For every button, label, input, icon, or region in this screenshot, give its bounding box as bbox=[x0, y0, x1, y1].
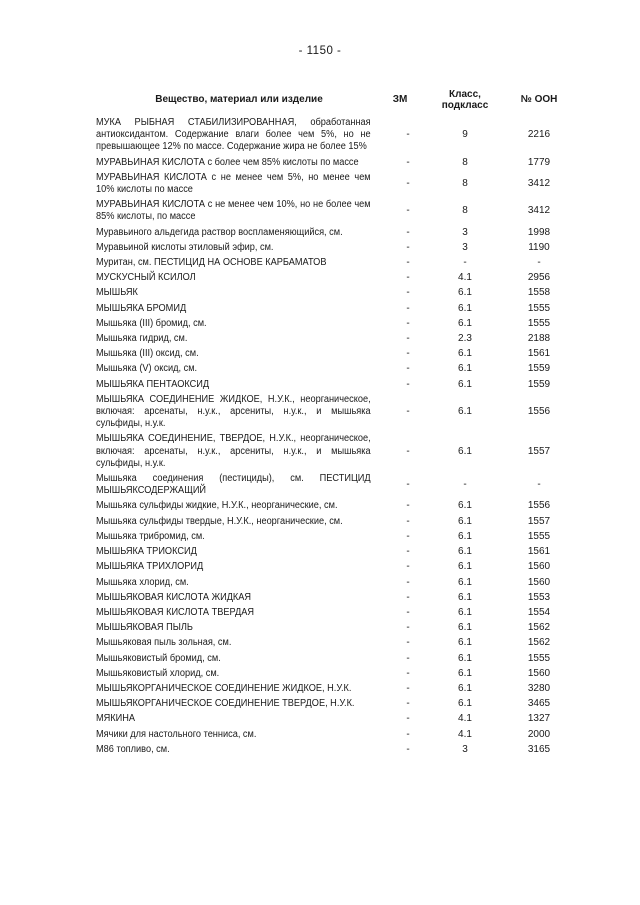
table-row bbox=[93, 378, 573, 393]
zm-value: - bbox=[406, 622, 410, 634]
zm-value: - bbox=[406, 177, 410, 189]
zm-value: - bbox=[406, 363, 410, 375]
substance-name bbox=[93, 378, 375, 393]
zm-value: - bbox=[406, 728, 410, 740]
zm-value: - bbox=[406, 713, 410, 725]
class-value: 6.1 bbox=[458, 445, 472, 457]
class-value: 6.1 bbox=[458, 500, 472, 512]
table-row bbox=[93, 171, 573, 198]
un-number: 1779 bbox=[527, 156, 551, 168]
substance-name-text: МЯКИНА bbox=[96, 713, 136, 725]
table-row bbox=[93, 116, 573, 156]
un-number: 1555 bbox=[527, 652, 551, 664]
substance-name-text: МЫШЬЯК bbox=[96, 287, 138, 299]
class-value: 4.1 bbox=[458, 713, 472, 725]
un-number: 1553 bbox=[527, 591, 551, 603]
table-row bbox=[93, 286, 573, 301]
class-value: 3 bbox=[462, 743, 468, 755]
zm-value: - bbox=[406, 561, 410, 573]
substance-name-text: МЫШЬЯКОРГАНИЧЕСКОЕ СОЕДИНЕНИЕ ЖИДКОЕ, Н.У.К. bbox=[96, 682, 352, 694]
table-header-row bbox=[93, 83, 573, 116]
substance-name bbox=[93, 606, 375, 621]
zm-value: - bbox=[406, 129, 410, 141]
table-row bbox=[93, 652, 573, 667]
class-value: 3 bbox=[462, 241, 468, 253]
substance-name-text: Мышьяка (III) оксид, см. bbox=[96, 348, 199, 360]
substance-name-text: Муритан, см. ПЕСТИЦИД НА ОСНОВЕ КАРБАМАТОВ bbox=[96, 257, 327, 269]
un-number: 1557 bbox=[527, 515, 551, 527]
zm-value: - bbox=[406, 241, 410, 253]
zm-value: - bbox=[406, 272, 410, 284]
table-row bbox=[93, 667, 573, 682]
substance-name bbox=[93, 545, 375, 560]
substance-name-text: Мышьяка трибромид, см. bbox=[96, 530, 205, 542]
substance-name bbox=[93, 472, 375, 499]
substance-name bbox=[93, 362, 375, 377]
zm-value: - bbox=[406, 637, 410, 649]
table-row bbox=[93, 606, 573, 621]
un-number: 3465 bbox=[527, 698, 551, 710]
substance-name bbox=[93, 256, 375, 271]
substance-name-text: МЫШЬЯКА СОЕДИНЕНИЕ ЖИДКОЕ, Н.У.К., неорганическое, включая: арсенаты, н.у.к., арсениты, н.у.к., и мышьяка сульфиды, н.у.к. bbox=[96, 393, 371, 430]
un-number: 2188 bbox=[527, 333, 551, 345]
table-row bbox=[93, 347, 573, 362]
un-number: 1562 bbox=[527, 637, 551, 649]
un-number: 3412 bbox=[527, 205, 551, 217]
zm-value: - bbox=[406, 287, 410, 299]
class-value: 2.3 bbox=[458, 333, 472, 345]
class-value: 6.1 bbox=[458, 698, 472, 710]
substance-name-text: Мячики для настольного тенниса, см. bbox=[96, 728, 257, 740]
zm-value: - bbox=[406, 156, 410, 168]
substance-name bbox=[93, 171, 375, 198]
table-row bbox=[93, 226, 573, 241]
substance-name-text: Мышьяка сульфиды жидкие, Н.У.К., неорганические, см. bbox=[96, 500, 338, 512]
zm-value: - bbox=[406, 652, 410, 664]
un-number: 3165 bbox=[527, 743, 551, 755]
substance-name bbox=[93, 591, 375, 606]
table-row bbox=[93, 515, 573, 530]
un-number: 1561 bbox=[527, 348, 551, 360]
zm-value: - bbox=[406, 682, 410, 694]
table-row bbox=[93, 530, 573, 545]
substance-name-text: Мышьяка (III) бромид, см. bbox=[96, 317, 207, 329]
zm-value: - bbox=[406, 530, 410, 542]
zm-value: - bbox=[406, 226, 410, 238]
un-number: 2956 bbox=[527, 272, 551, 284]
un-number: 1327 bbox=[527, 713, 551, 725]
substance-name bbox=[93, 636, 375, 651]
substance-name bbox=[93, 667, 375, 682]
table-row bbox=[93, 472, 573, 499]
table-row bbox=[93, 393, 573, 433]
substance-name-text: Мышьяка хлорид, см. bbox=[96, 576, 189, 588]
substance-name bbox=[93, 302, 375, 317]
class-value: 6.1 bbox=[458, 637, 472, 649]
zm-value: - bbox=[406, 500, 410, 512]
un-number: 1190 bbox=[528, 241, 550, 253]
un-number: 3280 bbox=[527, 682, 551, 694]
substance-name bbox=[93, 515, 375, 530]
zm-value: - bbox=[406, 576, 410, 588]
table-row bbox=[93, 302, 573, 317]
class-value: 6.1 bbox=[458, 622, 472, 634]
substance-name bbox=[93, 652, 375, 667]
class-value: 3 bbox=[462, 226, 468, 238]
class-value: 6.1 bbox=[458, 561, 472, 573]
substance-name bbox=[93, 393, 375, 433]
table-row bbox=[93, 576, 573, 591]
class-value: 6.1 bbox=[458, 606, 472, 618]
substance-name-text: МУКА РЫБНАЯ СТАБИЛИЗИРОВАННАЯ, обработанная антиоксидантом. Содержание влаги более чем 5%, но не превышающее 12% по массе. Содержание жира не более 15% bbox=[96, 117, 371, 153]
substance-name-text: Мышьяка гидрид, см. bbox=[96, 333, 188, 345]
substance-name-text: Мышьяковистый бромид, см. bbox=[96, 652, 221, 664]
substance-name bbox=[93, 743, 375, 758]
table-row bbox=[93, 560, 573, 575]
zm-value: - bbox=[406, 515, 410, 527]
substance-name-text: Муравьиной кислоты этиловый эфир, см. bbox=[96, 241, 274, 253]
un-number: 1556 bbox=[527, 406, 551, 418]
substance-name-text: М86 топливо, см. bbox=[96, 743, 170, 755]
substance-name-text: Мышьяковистый хлорид, см. bbox=[96, 667, 220, 679]
table-row bbox=[93, 241, 573, 256]
substance-name bbox=[93, 682, 375, 697]
class-value: 8 bbox=[462, 177, 468, 189]
substance-name bbox=[93, 712, 375, 727]
un-number: 1560 bbox=[527, 667, 551, 679]
un-number: 1561 bbox=[527, 546, 551, 558]
substance-name bbox=[93, 332, 375, 347]
un-number: 1555 bbox=[527, 302, 551, 314]
class-value: 8 bbox=[462, 156, 468, 168]
un-number: 1560 bbox=[527, 561, 551, 573]
header-class: Класс, подкласс bbox=[441, 88, 489, 111]
substance-name bbox=[93, 347, 375, 362]
un-number: 1557 bbox=[527, 445, 551, 457]
substance-name bbox=[93, 317, 375, 332]
page-number: - 1150 - bbox=[298, 45, 342, 57]
un-number: 2216 bbox=[527, 129, 551, 141]
zm-value: - bbox=[406, 743, 410, 755]
substance-name-text: МЫШЬЯКА ТРИОКСИД bbox=[96, 546, 197, 558]
substance-name bbox=[93, 728, 375, 743]
zm-value: - bbox=[406, 698, 410, 710]
un-number: - bbox=[537, 257, 541, 269]
un-number: 2000 bbox=[527, 728, 551, 740]
zm-value: - bbox=[406, 205, 410, 217]
table-row bbox=[93, 682, 573, 697]
substance-name bbox=[93, 198, 375, 225]
table-row bbox=[93, 198, 573, 225]
table-row bbox=[93, 636, 573, 651]
un-number: - bbox=[537, 479, 541, 491]
table-row bbox=[93, 362, 573, 377]
table-row bbox=[93, 591, 573, 606]
class-value: 6.1 bbox=[458, 515, 472, 527]
zm-value: - bbox=[406, 406, 410, 418]
substance-name-text: МЫШЬЯКА СОЕДИНЕНИЕ, ТВЕРДОЕ, Н.У.К., неорганическое, включая: арсенаты, н.у.к., арсениты, н.у.к., и мышьяка сульфиды, н.у.к. bbox=[96, 433, 371, 469]
un-number: 1562 bbox=[527, 622, 551, 634]
substance-name bbox=[93, 286, 375, 301]
un-number: 1555 bbox=[527, 530, 551, 542]
zm-value: - bbox=[406, 606, 410, 618]
class-value: 4.1 bbox=[458, 272, 472, 284]
class-value: 6.1 bbox=[458, 591, 472, 603]
substance-name-text: МЫШЬЯКА ПЕНТАОКСИД bbox=[96, 378, 210, 390]
table-row bbox=[93, 728, 573, 743]
zm-value: - bbox=[406, 667, 410, 679]
table-row bbox=[93, 256, 573, 271]
header-name: Вещество, материал или изделие bbox=[155, 94, 323, 105]
substance-name bbox=[93, 116, 375, 156]
zm-value: - bbox=[406, 546, 410, 558]
substance-name bbox=[93, 576, 375, 591]
class-value: 6.1 bbox=[458, 530, 472, 542]
substance-name bbox=[93, 621, 375, 636]
substance-name bbox=[93, 499, 375, 514]
class-value: 6.1 bbox=[458, 378, 472, 390]
table-row bbox=[93, 621, 573, 636]
un-number: 1558 bbox=[527, 287, 551, 299]
zm-value: - bbox=[406, 348, 410, 360]
table-row bbox=[93, 156, 573, 171]
dangerous-goods-table bbox=[93, 83, 573, 758]
class-value: 6.1 bbox=[458, 363, 472, 375]
un-number: 1559 bbox=[527, 378, 551, 390]
class-value: 6.1 bbox=[458, 348, 472, 360]
zm-value: - bbox=[406, 479, 410, 491]
table-row bbox=[93, 712, 573, 727]
substance-name-text: Мышьяковая пыль зольная, см. bbox=[96, 637, 232, 649]
table-row bbox=[93, 545, 573, 560]
class-value: 9 bbox=[462, 129, 468, 141]
class-value: 6.1 bbox=[458, 667, 472, 679]
un-number: 1554 bbox=[527, 606, 551, 618]
zm-value: - bbox=[406, 257, 410, 269]
header-un-number: № ООН bbox=[520, 94, 558, 105]
substance-name-text: МУРАВЬИНАЯ КИСЛОТА с более чем 85% кислоты по массе bbox=[96, 156, 359, 168]
substance-name-text: МУРАВЬИНАЯ КИСЛОТА с не менее чем 5%, но менее чем 10% кислоты по массе bbox=[96, 171, 371, 196]
un-number: 1560 bbox=[527, 576, 551, 588]
substance-name bbox=[93, 271, 375, 286]
zm-value: - bbox=[406, 317, 410, 329]
table-body bbox=[93, 116, 573, 758]
class-value: 6.1 bbox=[458, 682, 472, 694]
class-value: 6.1 bbox=[458, 302, 472, 314]
substance-name-text: МУСКУСНЫЙ КСИЛОЛ bbox=[96, 272, 196, 284]
substance-name-text: Мышьяка соединения (пестициды), см. ПЕСТИЦИД МЫШЬЯКСОДЕРЖАЩИЙ bbox=[96, 473, 371, 497]
substance-name bbox=[93, 241, 375, 256]
table-row bbox=[93, 743, 573, 758]
class-value: 8 bbox=[462, 205, 468, 217]
substance-name bbox=[93, 226, 375, 241]
substance-name bbox=[93, 530, 375, 545]
class-value: 6.1 bbox=[458, 546, 472, 558]
un-number: 1559 bbox=[527, 363, 551, 375]
table-row bbox=[93, 499, 573, 514]
table-row bbox=[93, 317, 573, 332]
header-zm: ЗМ bbox=[392, 94, 408, 105]
substance-name bbox=[93, 560, 375, 575]
substance-name-text: Мышьяка (V) оксид, см. bbox=[96, 363, 198, 375]
substance-name bbox=[93, 432, 375, 472]
table-row bbox=[93, 697, 573, 712]
substance-name-text: МЫШЬЯКОВАЯ КИСЛОТА ТВЕРДАЯ bbox=[96, 606, 255, 618]
class-value: 6.1 bbox=[458, 406, 472, 418]
un-number: 3412 bbox=[527, 177, 551, 189]
substance-name-text: МЫШЬЯКОВАЯ ПЫЛЬ bbox=[96, 622, 193, 634]
substance-name bbox=[93, 156, 375, 171]
class-value: 6.1 bbox=[458, 576, 472, 588]
substance-name-text: МУРАВЬИНАЯ КИСЛОТА с не менее чем 10%, но не более чем 85% кислоты, по массе bbox=[96, 199, 371, 223]
zm-value: - bbox=[406, 302, 410, 314]
zm-value: - bbox=[406, 445, 410, 457]
substance-name-text: Муравьиного альдегида раствор воспламеняющийся, см. bbox=[96, 226, 343, 238]
table-row bbox=[93, 271, 573, 286]
class-value: 4.1 bbox=[458, 728, 472, 740]
class-value: - bbox=[463, 257, 467, 269]
class-value: 6.1 bbox=[458, 287, 472, 299]
table-row bbox=[93, 332, 573, 347]
substance-name-text: МЫШЬЯКА БРОМИД bbox=[96, 302, 187, 314]
substance-name-text: МЫШЬЯКА ТРИХЛОРИД bbox=[96, 561, 204, 573]
class-value: - bbox=[463, 479, 467, 491]
un-number: 1998 bbox=[527, 226, 551, 238]
substance-name-text: МЫШЬЯКОВАЯ КИСЛОТА ЖИДКАЯ bbox=[96, 591, 252, 603]
substance-name-text: МЫШЬЯКОРГАНИЧЕСКОЕ СОЕДИНЕНИЕ ТВЕРДОЕ, Н.У.К. bbox=[96, 698, 355, 710]
table-row bbox=[93, 432, 573, 472]
un-number: 1556 bbox=[527, 500, 551, 512]
un-number: 1555 bbox=[527, 317, 551, 329]
zm-value: - bbox=[406, 378, 410, 390]
substance-name bbox=[93, 697, 375, 712]
class-value: 6.1 bbox=[458, 317, 472, 329]
zm-value: - bbox=[406, 333, 410, 345]
class-value: 6.1 bbox=[458, 652, 472, 664]
zm-value: - bbox=[406, 591, 410, 603]
substance-name-text: Мышьяка сульфиды твердые, Н.У.К., неорганические, см. bbox=[96, 515, 343, 527]
